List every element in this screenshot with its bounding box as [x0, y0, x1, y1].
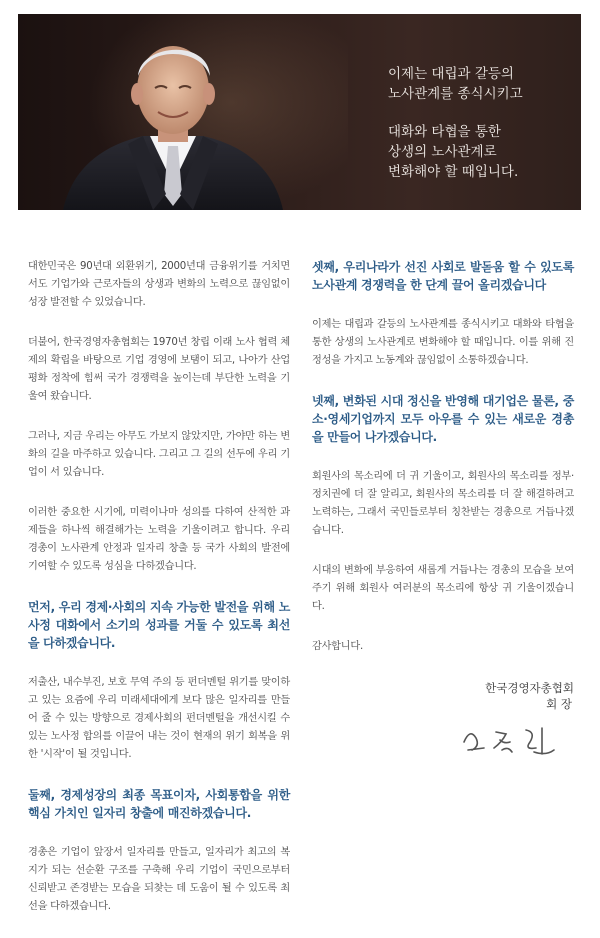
body-paragraph: 더불어, 한국경영자총협회는 1970년 창립 이래 노사 협력 체제의 확립을 바탕으로 기업 경영에 보탬이 되고, 나아가 산업평화 정착에 힘써 국가 경쟁력을 높이는데 부단한 노력을 기울여 왔습니다. [28, 337, 290, 402]
body-paragraph: 저출산, 내수부진, 보호 무역 주의 등 펀더멘털 위기를 맞이하고 있는 요즘에 우리 미래세대에게 보다 많은 일자리를 만들어 줄 수 있는 방향으로 경제사회의 펀더멘털을 개선시킬 수 있는 노사정 합의를 이끌어 내는 것이 현재의 위기 회복을 위한 '시작'이 될 것입니다. [28, 677, 290, 760]
hero-quote-line: 변화해야 할 때입니다. [388, 164, 519, 180]
closing-remark: 감사합니다. [312, 641, 363, 652]
left-column [28, 258, 290, 938]
body-paragraph: 이러한 중요한 시기에, 미력이나마 성의를 다하여 산적한 과제들을 하나씩 해결해가는 노력을 기울이려고 합니다. 우리 경총이 노사관계 안정과 일자리 창출 등 국가 사회의 발전에 기여할 수 있도록 성심을 다하겠습니다. [28, 507, 290, 572]
body-paragraph: 대한민국은 90년대 외환위기, 2000년대 금융위기를 거치면서도 기업가와 근로자들의 상생과 변화의 노력으로 끊임없이 성장 발전할 수 있었습니다. [28, 261, 290, 308]
hero-quote-line: 대화와 타협을 통한 [388, 124, 501, 140]
body-paragraph: 회원사의 목소리에 더 귀 기울이고, 회원사의 목소리를 정부·정치권에 더 잘 알리고, 회원사의 목소리를 더 잘 해결하려고 노력하는, 그래서 국민들로부터 칭찬받는 경총으로 거듭나겠습니다. [312, 471, 574, 536]
right-column [312, 258, 574, 678]
body-paragraph: 그러나, 지금 우리는 아무도 가보지 않았지만, 가야만 하는 변화의 길을 마주하고 있습니다. 그리고 그 길의 선두에 우리 기업이 서 있습니다. [28, 431, 290, 478]
hero-quote-line: 이제는 대립과 갈등의 [388, 66, 514, 82]
hero-banner [18, 14, 581, 210]
section-heading-first: 먼저, 우리 경제·사회의 지속 가능한 발전을 위해 노사정 대화에서 소기의 성과를 거둘 수 있도록 최선을 다하겠습니다. [28, 600, 290, 650]
section-heading-fourth: 넷째, 변화된 시대 정신을 반영해 대기업은 물론, 중소·영세기업까지 모두 아우를 수 있는 새로운 경총을 만들어 나가겠습니다. [312, 394, 574, 444]
section-heading-third: 셋째, 우리나라가 선진 사회로 발돋움 할 수 있도록 노사관계 경쟁력을 한 단계 끌어 올리겠습니다 [312, 260, 574, 292]
section-heading-second: 둘째, 경제성장의 최종 목표이자, 사회통합을 위한 핵심 가치인 일자리 창출에 매진하겠습니다. [28, 788, 290, 820]
chairman-portrait [58, 24, 288, 210]
organization-name: 한국경영자총협회 [485, 681, 574, 695]
body-paragraph: 경총은 기업이 앞장서 일자리를 만들고, 일자리가 최고의 복지가 되는 선순환 구조를 구축해 우리 기업이 국민으로부터 신뢰받고 존경받는 모습을 되찾는 데 도움이 될 수 있도록 최선을 다하겠습니다. [28, 847, 290, 912]
signer-role: 회 장 [546, 697, 572, 711]
body-paragraph: 시대의 변화에 부응하여 새롭게 거듭나는 경총의 모습을 보여주기 위해 회원사 여러분의 목소리에 항상 귀 기울이겠습니다. [312, 565, 574, 612]
signature-block [312, 680, 574, 712]
hero-quote-line: 상생의 노사관계로 [388, 144, 497, 160]
handwritten-signature [456, 720, 566, 760]
body-paragraph: 이제는 대립과 갈등의 노사관계를 종식시키고 대화와 타협을 통한 상생의 노사관계로 변화해야 할 때입니다. 이를 위해 진정성을 가지고 노동계와 끊임없이 소통하겠습니다. [312, 319, 574, 366]
hero-quote-line: 노사관계를 종식시키고 [388, 86, 523, 102]
hero-quote [388, 64, 578, 182]
